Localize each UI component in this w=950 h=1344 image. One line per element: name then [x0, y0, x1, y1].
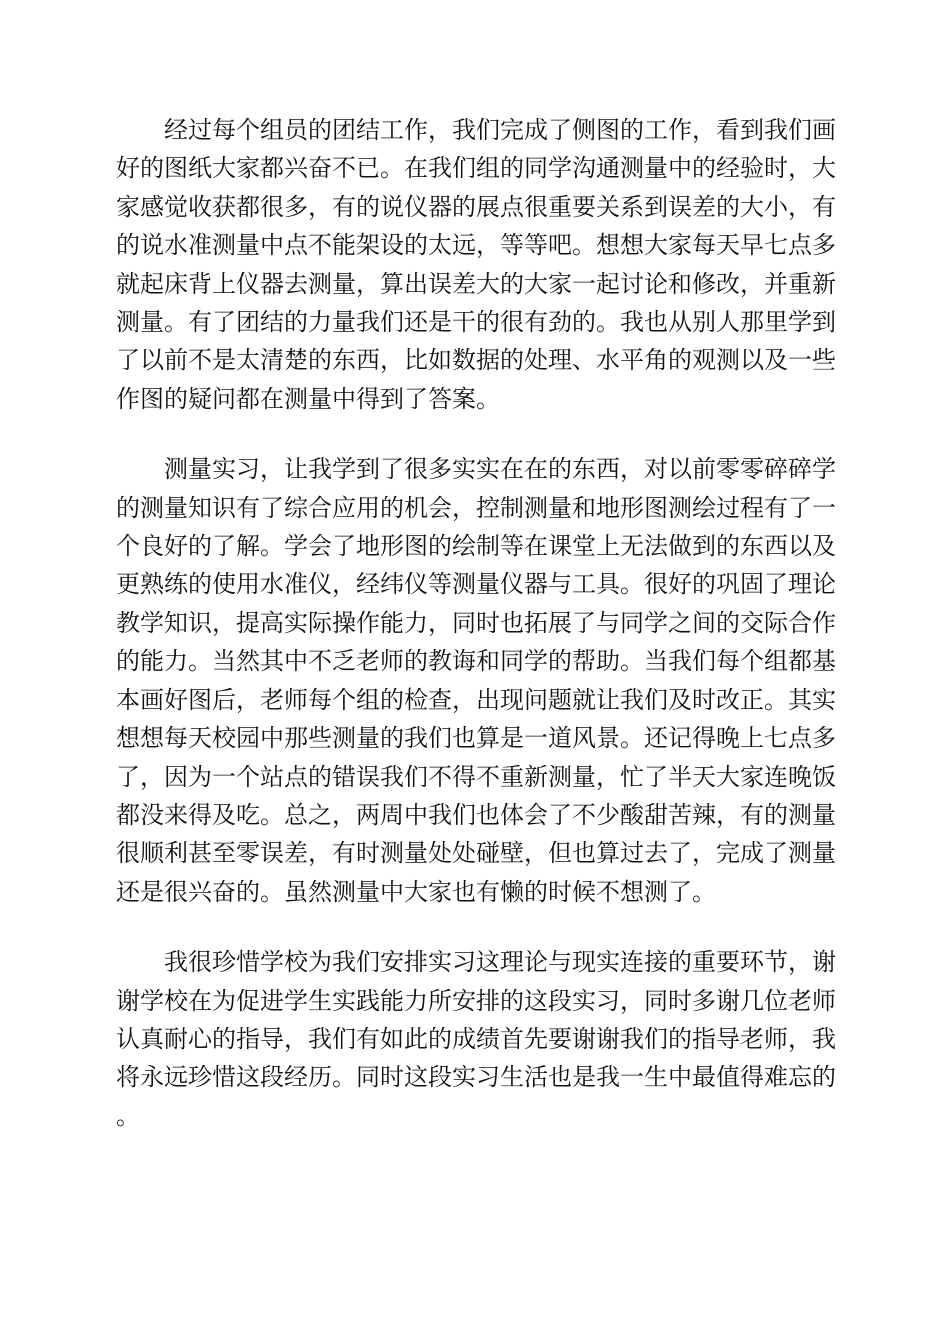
document-body [116, 111, 836, 1163]
paragraph-3: 我很珍惜学校为我们安排实习这理论与现实连接的重要环节，谢谢学校在为促进学生实践能力所安排的这段实习，同时多谢几位老师认真耐心的指导，我们有如此的成绩首先要谢谢我们的指导老师，我将永远珍惜这段经历。同时这段实习生活也是我一生中最值得难忘的。 [116, 948, 836, 1130]
paragraph-1: 经过每个组员的团结工作，我们完成了侧图的工作，看到我们画好的图纸大家都兴奋不已。在我们组的同学沟通测量中的经验时，大家感觉收获都很多，有的说仪器的展点很重要关系到误差的大小，有的说水准测量中点不能架设的太远，等等吧。想想大家每天早七点多就起床背上仪器去测量，算出误差大的大家一起讨论和修改，并重新测量。有了团结的力量我们还是干的很有劲的。我也从别人那里学到了以前不是太清楚的东西，比如数据的处理、水平角的观测以及一些作图的疑问都在测量中得到了答案。 [116, 116, 836, 413]
paragraph-2: 测量实习，让我学到了很多实实在在的东西，对以前零零碎碎学的测量知识有了综合应用的机会，控制测量和地形图测绘过程有了一个良好的了解。学会了地形图的绘制等在课堂上无法做到的东西以及更熟练的使用水准仪，经纬仪等测量仪器与工具。很好的巩固了理论教学知识，提高实际操作能力，同时也拓展了与同学之间的交际合作的能力。当然其中不乏老师的教诲和同学的帮助。当我们每个组都基本画好图后，老师每个组的检查，出现问题就让我们及时改正。其实想想每天校园中那些测量的我们也算是一道风景。还记得晚上七点多了，因为一个站点的错误我们不得不重新测量，忙了半天大家连晚饭都没来得及吃。总之，两周中我们也体会了不少酸甜苦辣，有的测量很顺利甚至零误差，有时测量处处碰壁，但也算过去了，完成了测量还是很兴奋的。虽然测量中大家也有懒的时候不想测了。 [116, 455, 836, 906]
